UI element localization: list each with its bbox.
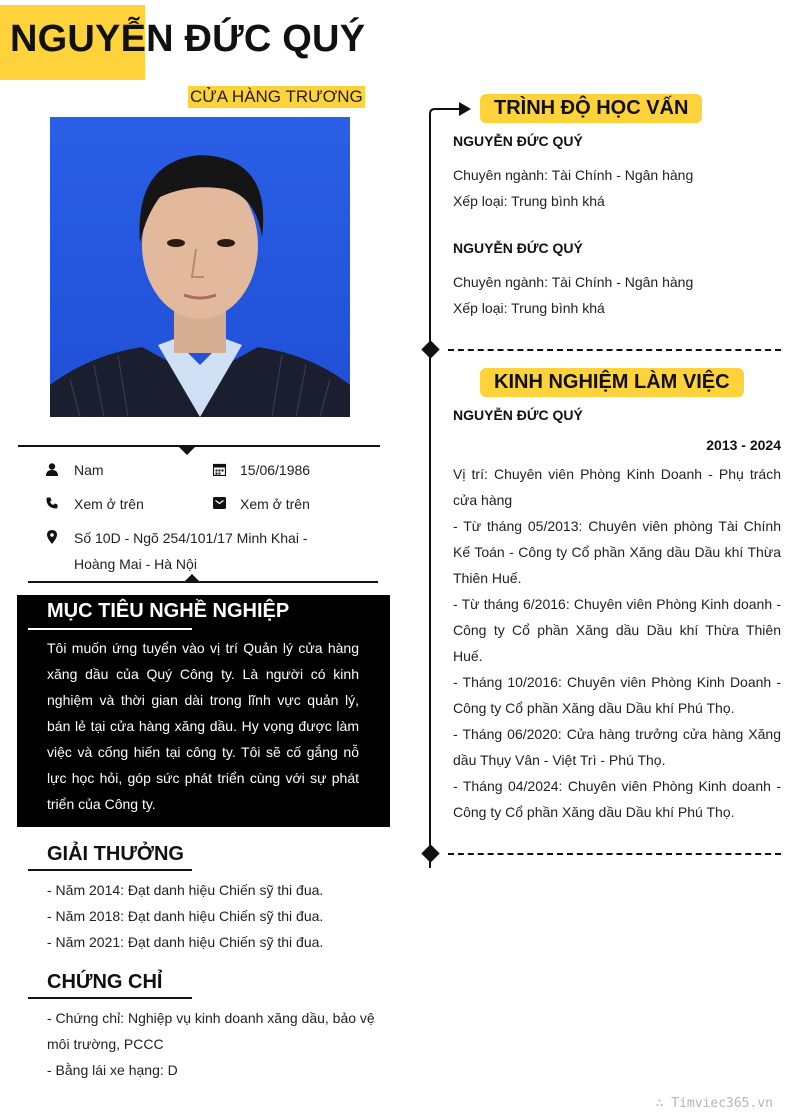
divider-pointer-up [184, 574, 200, 582]
certificate-item-cont: môi trường, PCCC [47, 1036, 164, 1052]
certificates-underline [28, 997, 192, 999]
info-divider-top [18, 445, 380, 447]
candidate-name: NGUYỄN ĐỨC QUÝ [10, 18, 366, 60]
section-dashed-divider [448, 349, 781, 351]
education-entry-grade: Xếp loại: Trung bình khá [453, 300, 605, 316]
education-title: TRÌNH ĐỘ HỌC VẤN [480, 94, 702, 123]
experience-line: - Từ tháng 6/2016: Chuyên viên Phòng Kinh doanh - Công ty Cổ phần Xăng dầu Dầu khí Thừa Thiên Huế. [453, 596, 781, 664]
experience-line: Vị trí: Chuyên viên Phòng Kinh Doanh - Phụ trách cửa hàng [453, 466, 781, 508]
award-item: - Năm 2021: Đạt danh hiệu Chiến sỹ thi đua. [47, 934, 324, 950]
education-entry-major: Chuyên ngành: Tài Chính - Ngân hàng [453, 167, 694, 183]
award-item: - Năm 2014: Đạt danh hiệu Chiến sỹ thi đua. [47, 882, 324, 898]
award-item: - Năm 2018: Đạt danh hiệu Chiến sỹ thi đua. [47, 908, 324, 924]
objective-title: MỤC TIÊU NGHỀ NGHIỆP [47, 600, 290, 622]
email-icon [212, 496, 226, 510]
experience-title: KINH NGHIỆM LÀM VIỆC [480, 368, 744, 397]
timeline-diamond [421, 844, 439, 862]
phone-value: Xem ở trên [74, 496, 144, 512]
info-divider-bottom [28, 581, 378, 583]
watermark: ∴ Timviec365.vn [655, 1096, 773, 1111]
email-value: Xem ở trên [240, 496, 310, 512]
awards-underline [28, 869, 192, 871]
education-entry-name: NGUYỄN ĐỨC QUÝ [453, 240, 583, 256]
objective-text: Tôi muốn ứng tuyển vào vị trí Quản lý cửa hàng xăng dầu của Quý Công ty. Là người có kinh nghiệm và thời gian dài trong lĩnh vực quản lý, bán lẻ tại cửa hàng xăng dầu. Hy vọng được làm việc và cống hiến tại công ty. Tôi sẽ cố gắng nỗ lực học hỏi, góp sức phát triển cùng với sự phát triển của Công ty. [47, 640, 359, 812]
address-line-1: Số 10D - Ngõ 254/101/17 Minh Khai - [74, 530, 308, 546]
education-entry-name: NGUYỄN ĐỨC QUÝ [453, 133, 583, 149]
user-icon [45, 462, 59, 476]
experience-line: - Tháng 06/2020: Cửa hàng trưởng cửa hàng Xăng dầu Thụy Vân - Việt Trì - Phú Thọ. [453, 726, 781, 768]
birthdate-value: 15/06/1986 [240, 462, 311, 478]
timeline-line [429, 118, 431, 868]
awards-title: GIẢI THƯỞNG [47, 843, 184, 865]
profile-photo [50, 117, 350, 417]
objective-underline [28, 628, 192, 630]
certificates-title: CHỨNG CHỈ [47, 971, 163, 993]
experience-line: - Tháng 04/2024: Chuyên viên Phòng Kinh doanh - Công ty Cổ phần Xăng dầu Dầu khí Phú Thọ. [453, 778, 781, 820]
calendar-icon [212, 462, 226, 476]
education-entry-major: Chuyên ngành: Tài Chính - Ngân hàng [453, 274, 694, 290]
section-dashed-divider [448, 853, 781, 855]
timeline-diamond [421, 340, 439, 358]
certificate-item: - Bằng lái xe hạng: D [47, 1062, 178, 1078]
map-marker-icon [45, 530, 59, 544]
experience-line: - Tháng 10/2016: Chuyên viên Phòng Kinh Doanh - Công ty Cổ phần Xăng dầu Dầu khí Phú Thọ. [453, 674, 781, 716]
experience-period: 2013 - 2024 [706, 437, 781, 453]
job-title: CỬA HÀNG TRƯƠNG [190, 87, 363, 106]
education-entry-grade: Xếp loại: Trung bình khá [453, 193, 605, 209]
address-line-2: Hoàng Mai - Hà Nội [74, 556, 197, 572]
certificate-item: - Chứng chỉ: Nghiệp vụ kinh doanh xăng dầu, bảo vệ [47, 1010, 375, 1026]
gender-value: Nam [74, 462, 104, 478]
timeline-arrow [429, 100, 473, 122]
experience-description [453, 461, 781, 825]
phone-icon [45, 496, 59, 510]
divider-pointer [179, 447, 195, 455]
experience-name: NGUYỄN ĐỨC QUÝ [453, 407, 583, 423]
experience-line: - Từ tháng 05/2013: Chuyên viên phòng Tài Chính Kế Toán - Công ty Cổ phần Xăng dầu Dầu khí Thừa Thiên Huế. [453, 518, 781, 586]
